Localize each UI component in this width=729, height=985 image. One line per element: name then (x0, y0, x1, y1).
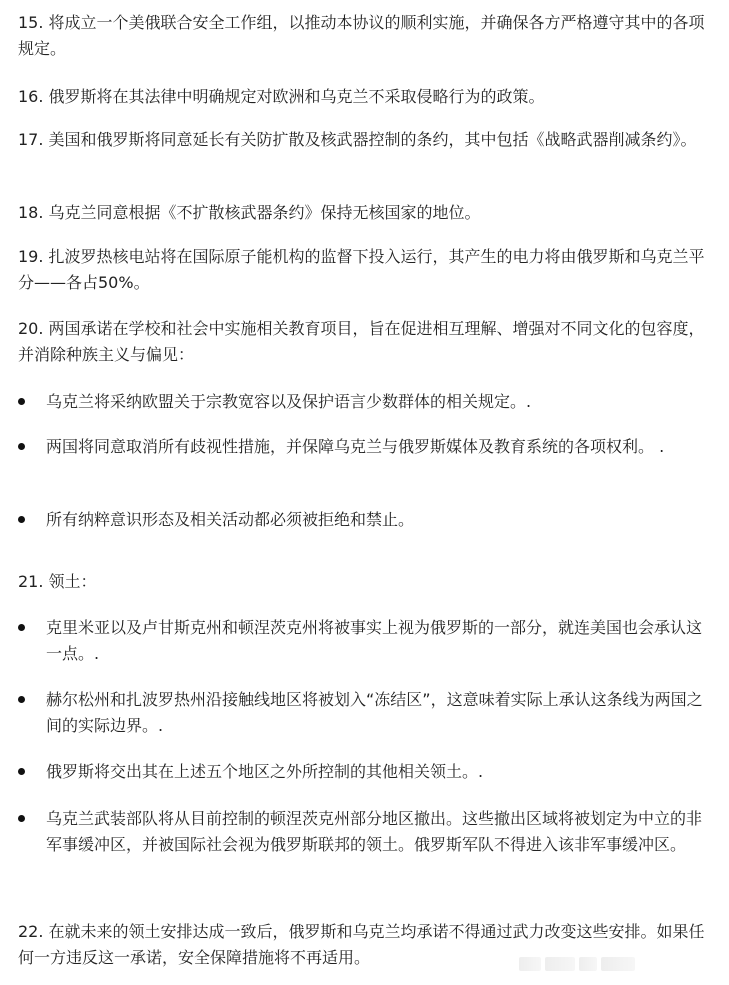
bullet-text: 赫尔松州和扎波罗热州沿接触线地区将被划入“冻结区”，这意味着实际上承认这条线为两国之间的实际边界。. (46, 690, 703, 735)
bullet-dot-icon (18, 696, 25, 703)
bullet-text: 俄罗斯将交出其在上述五个地区之外所控制的其他相关领土。. (46, 762, 484, 781)
clause-19: 19. 扎波罗热核电站将在国际原子能机构的监督下投入运行，其产生的电力将由俄罗斯和乌克兰平分——各占50%。 (18, 247, 705, 292)
bullet-dot-icon (18, 624, 25, 631)
watermark-logo (519, 953, 639, 971)
bullet-dot-icon (18, 768, 25, 775)
bullet-dot-icon (18, 443, 25, 450)
bullet-text: 乌克兰将采纳欧盟关于宗教宽容以及保护语言少数群体的相关规定。. (46, 392, 532, 411)
bullet-dot-icon (18, 516, 25, 523)
bullet-text: 两国将同意取消所有歧视性措施，并保障乌克兰与俄罗斯媒体及教育系统的各项权利。 . (46, 437, 665, 456)
clause-15: 15. 将成立一个美俄联合安全工作组，以推动本协议的顺利实施，并确保各方严格遵守其中的各项规定。 (18, 13, 705, 58)
clause-22: 22. 在就未来的领土安排达成一致后，俄罗斯和乌克兰均承诺不得通过武力改变这些安排。如果任何一方违反这一承诺，安全保障措施将不再适用。 (18, 922, 705, 967)
bullet-text: 乌克兰武装部队将从目前控制的顿涅茨克州部分地区撤出。这些撤出区域将被划定为中立的非军事缓冲区，并被国际社会视为俄罗斯联邦的领土。俄罗斯军队不得进入该非军事缓冲区。 (46, 809, 703, 854)
bullet-text: 所有纳粹意识形态及相关活动都必须被拒绝和禁止。 (46, 510, 415, 529)
clause-21: 21. 领土： (18, 572, 97, 591)
clause-17: 17. 美国和俄罗斯将同意延长有关防扩散及核武器控制的条约，其中包括《战略武器削减条约》。 (18, 130, 697, 149)
clause-20: 20. 两国承诺在学校和社会中实施相关教育项目，旨在促进相互理解、增强对不同文化的包容度，并消除种族主义与偏见： (18, 319, 705, 364)
bullet-dot-icon (18, 398, 25, 405)
bullet-dot-icon (18, 815, 25, 822)
clause-18: 18. 乌克兰同意根据《不扩散核武器条约》保持无核国家的地位。 (18, 203, 481, 222)
clause-16: 16. 俄罗斯将在其法律中明确规定对欧洲和乌克兰不采取侵略行为的政策。 (18, 87, 545, 106)
bullet-text: 克里米亚以及卢甘斯克州和顿涅茨克州将被事实上视为俄罗斯的一部分，就连美国也会承认这一点。. (46, 618, 703, 663)
